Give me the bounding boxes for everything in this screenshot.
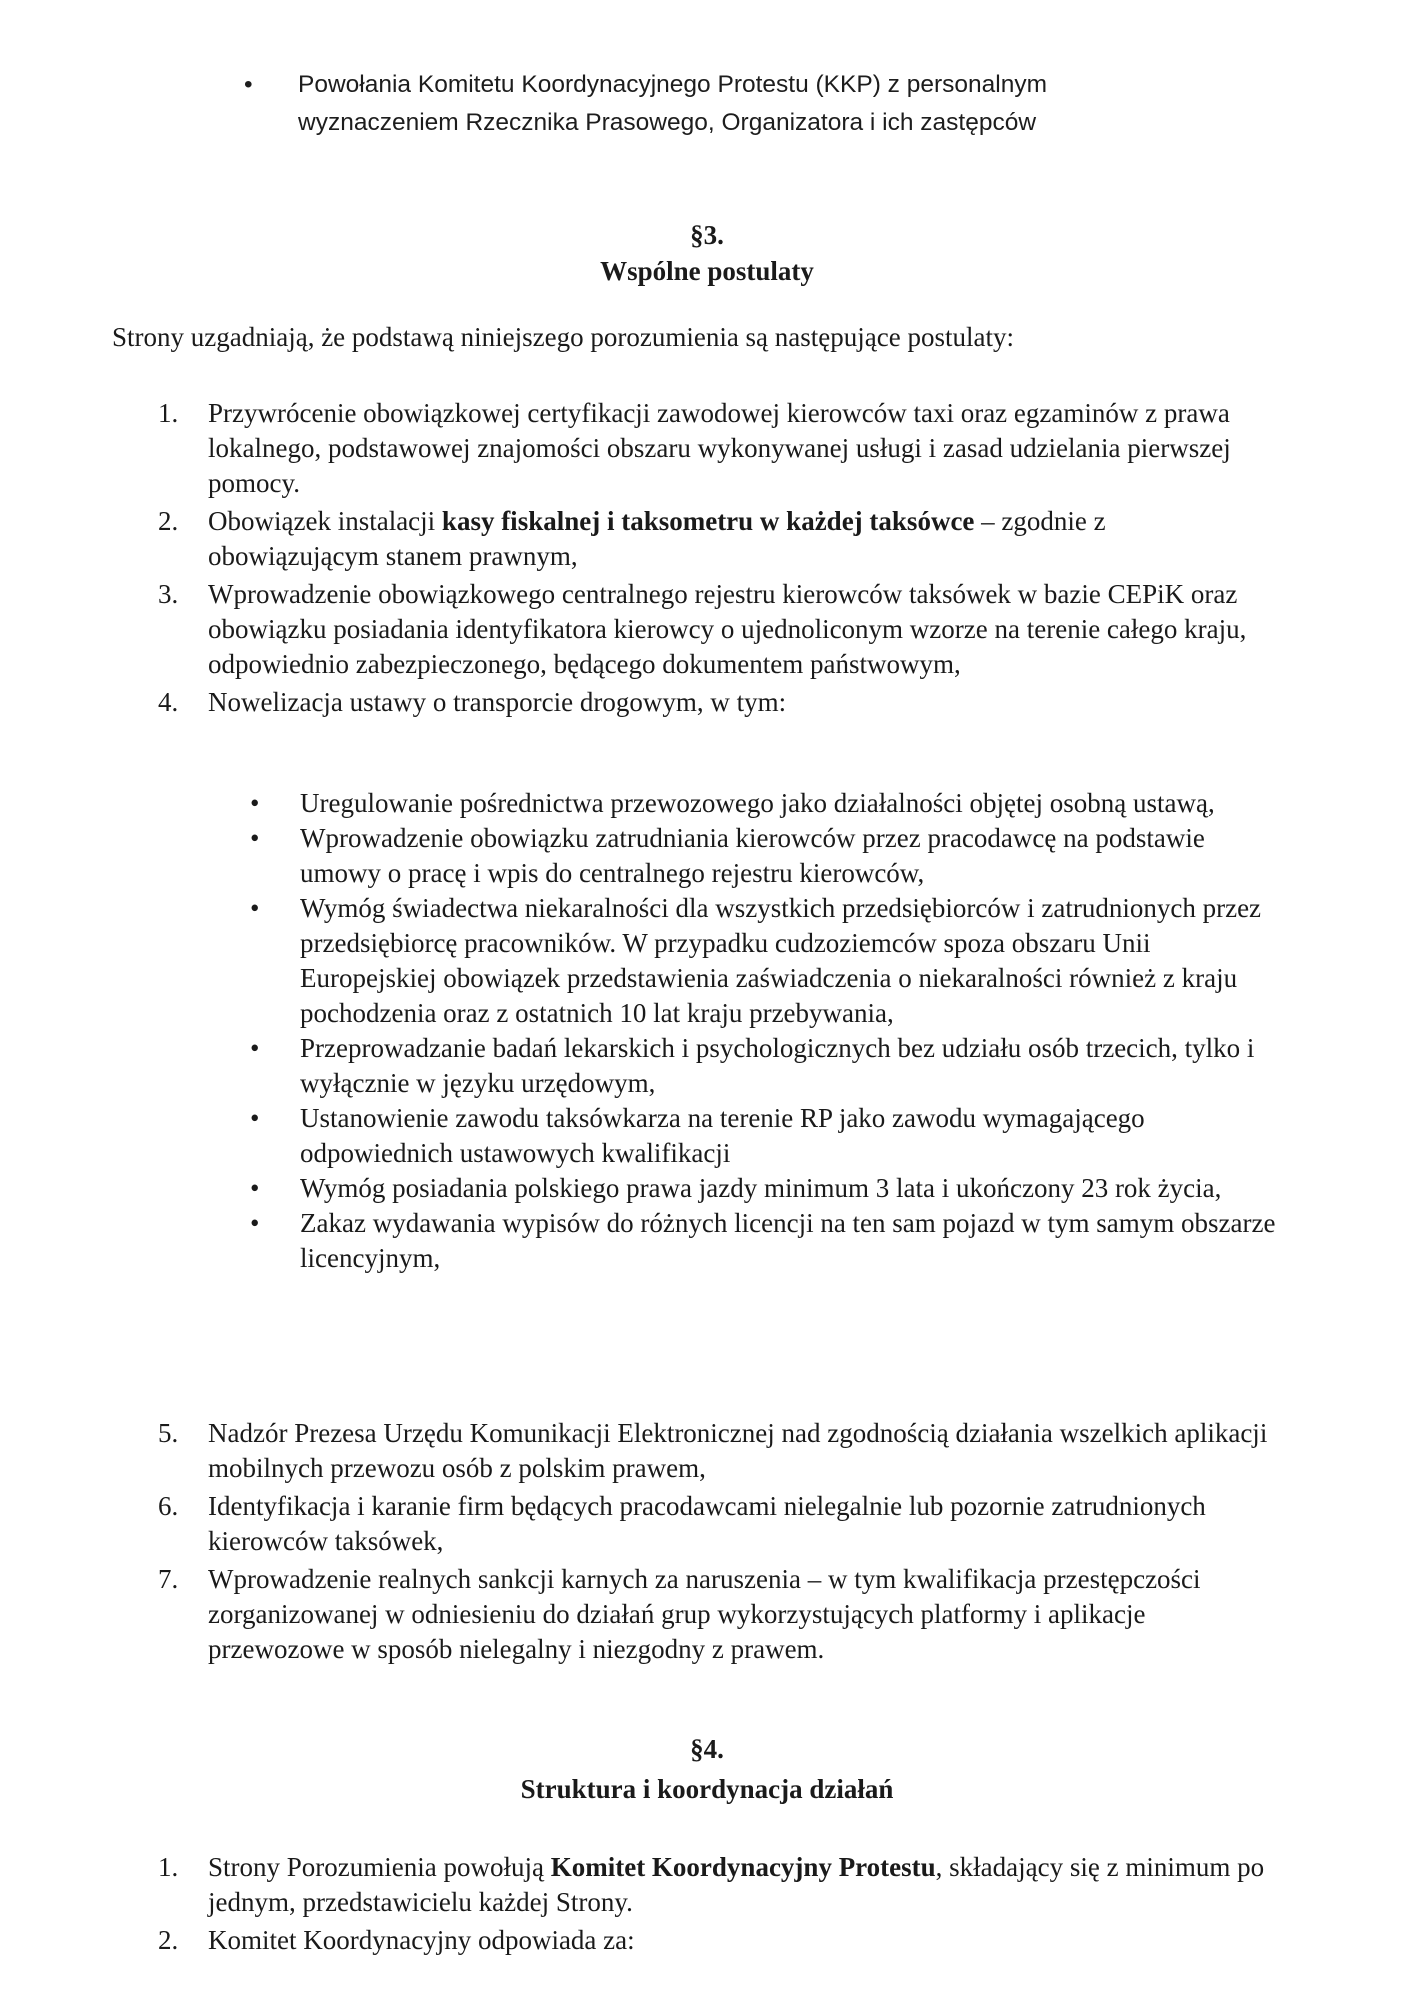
list-item-number: 6. [158,1491,179,1521]
sub-list-item [250,1206,1290,1276]
bullet-marker: • [244,71,253,98]
bullet-marker: • [250,1173,260,1203]
list-item [150,504,1280,574]
list-item-number: 1. [158,398,179,428]
list-item [150,1562,1280,1667]
bullet-marker: • [250,823,260,853]
bullet-marker: • [250,893,260,923]
list-item-text: Identyfikacja i karanie firm będących pracodawcami nielegalnie lub pozornie zatrudnionych kierowców taksówek, [208,1491,1206,1556]
sub-list-item-text: Wymóg świadectwa niekaralności dla wszystkich przedsiębiorców i zatrudnionych przez przedsiębiorcę pracowników. W przypadku cudzoziemców spoza obszaru Unii Europejskiej obowiązek przedstawienia zaświadczenia o niekaralności również z kraju pochodzenia oraz z ostatnich 10 lat kraju przebywania, [300,893,1262,1028]
list-item-text-pre: Obowiązek instalacji [208,506,442,536]
top-bullet-item [244,66,1200,142]
section3-intro: Strony uzgadniają, że podstawą niniejszego porozumienia są następujące postulaty: [112,322,1014,352]
section4-list [150,1850,1280,1961]
list-item-text-bold: kasy fiskalnej i taksometru w każdej taksówce [441,506,975,536]
sub-list-item-text: Wprowadzenie obowiązku zatrudniania kierowców przez pracodawcę na podstawie umowy o pracę i wpis do centralnego rejestru kierowców, [300,823,1205,888]
list-item-text: Komitet Koordynacyjny odpowiada za: [208,1925,635,1955]
list-item [150,1489,1280,1559]
list-item-number: 2. [158,506,179,536]
sub-list-item-text: Przeprowadzanie badań lekarskich i psychologicznych bez udziału osób trzecich, tylko i wyłącznie w języku urzędowym, [300,1033,1255,1098]
section3-sublist [250,786,1290,1276]
sub-list-item-text: Ustanowienie zawodu taksówkarza na terenie RP jako zawodu wymagającego odpowiednich ustawowych kwalifikacji [300,1103,1145,1168]
list-item-text: Nowelizacja ustawy o transporcie drogowym, w tym: [208,687,787,717]
list-item-number: 1. [158,1852,179,1882]
list-item-number: 2. [158,1925,179,1955]
top-bullet-text: Powołania Komitetu Koordynacyjnego Protestu (KKP) z personalnym wyznaczeniem Rzecznika Prasowego, Organizatora i ich zastępców [298,71,1047,136]
list-item [150,396,1280,501]
sub-list-item [250,1171,1290,1206]
section4-title: Struktura i koordynacja działań [520,1774,894,1804]
sub-list-item [250,821,1290,891]
list-item [150,685,1280,720]
list-item-number: 5. [158,1418,179,1448]
list-item-number: 3. [158,579,179,609]
list-item [150,577,1280,682]
list-item-text: Wprowadzenie obowiązkowego centralnego rejestru kierowców taksówek w bazie CEPiK oraz obowiązku posiadania identyfikatora kierowcy o ujednoliconym wzorze na terenie całego kraju, odpowiednio zabezpieczonego, będącego dokumentem państwowym, [208,579,1247,679]
list-item [150,1850,1280,1920]
list-item-text: Przywrócenie obowiązkowej certyfikacji zawodowej kierowców taxi oraz egzaminów z prawa lokalnego, podstawowej znajomości obszaru wykonywanej usługi i zasad udzielania pierwszej pomocy. [208,398,1231,498]
sub-list-item-text: Uregulowanie pośrednictwa przewozowego jako działalności objętej osobną ustawą, [300,788,1215,818]
section3-title: Wspólne postulaty [600,256,814,286]
sub-list-item [250,1031,1290,1101]
list-item-text-post: – zgodnie z obowiązującym stanem prawnym, [208,506,1106,571]
list-item-number: 7. [158,1564,179,1594]
sub-list-item [250,1101,1290,1171]
bullet-marker: • [250,1103,260,1133]
list-item-text-bold: Komitet Koordynacyjny Protestu [550,1852,936,1882]
list-item-text-post: , składający się z minimum po jednym, przedstawicielu każdej Strony. [208,1852,1265,1917]
sub-list-item [250,786,1290,821]
bullet-marker: • [250,1208,260,1238]
list-item-number: 4. [158,687,179,717]
bullet-marker: • [250,788,260,818]
sub-list-item-text: Zakaz wydawania wypisów do różnych licencji na ten sam pojazd w tym samym obszarze licencyjnym, [300,1208,1276,1273]
list-item [150,1416,1280,1486]
section4-number: §4. [690,1734,724,1764]
list-item-text: Wprowadzenie realnych sankcji karnych za naruszenia – w tym kwalifikacja przestępczości zorganizowanej w odniesieniu do działań grup wykorzystujących platformy i aplikacje przewozowe w sposób nielegalny i niezgodny z prawem. [208,1564,1201,1664]
section3-number: §3. [690,220,724,250]
sub-list-item-text: Wymóg posiadania polskiego prawa jazdy minimum 3 lata i ukończony 23 rok życia, [300,1173,1222,1203]
list-item-text-pre: Strony Porozumienia powołują [208,1852,551,1882]
section3-list [150,396,1280,723]
section3-list-continued [150,1416,1280,1670]
sub-list-item [250,891,1290,1031]
bullet-marker: • [250,1033,260,1063]
list-item [150,1923,1280,1958]
list-item-text: Nadzór Prezesa Urzędu Komunikacji Elektronicznej nad zgodnością działania wszelkich aplikacji mobilnych przewozu osób z polskim prawem, [208,1418,1268,1483]
